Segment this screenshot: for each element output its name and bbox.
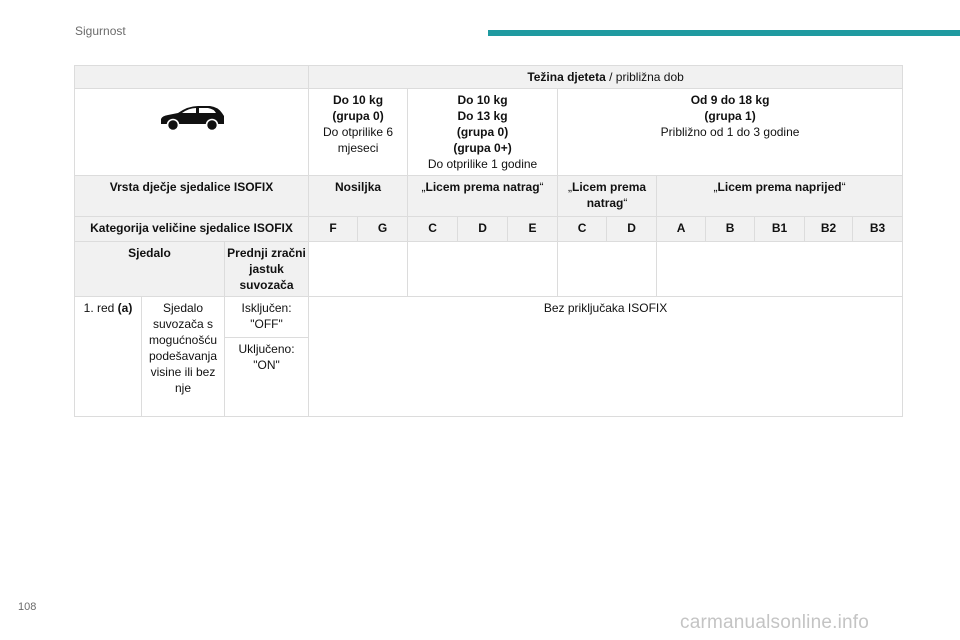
weight-header-row: [75, 66, 903, 89]
airbag-on: Uključeno: "ON": [225, 338, 309, 417]
size-category-label: Kategorija veličine sjedalice ISOFIX: [75, 217, 309, 242]
isofix-type-rear-1-label: Licem prema natrag: [425, 180, 540, 194]
isofix-type-forward: „Licem prema naprijed“: [657, 176, 903, 217]
empty-cell-carrycot: [309, 242, 408, 297]
car-silhouette-icon: [158, 104, 226, 132]
group-0plus-cell: [408, 89, 558, 176]
isofix-seat-table: [74, 65, 903, 417]
isofix-type-rear-1: „Licem prema natrag“: [408, 176, 558, 217]
weight-header-rest: / približna dob: [605, 70, 684, 84]
group-1-line3: Približno od 1 do 3 godine: [660, 125, 800, 139]
isofix-type-carrycot: [309, 176, 408, 217]
group-0plus-line1: Do 10 kg: [457, 93, 508, 107]
size-cat-F: F: [309, 217, 358, 242]
group-0plus-line5: Do otprilike 1 godine: [427, 157, 538, 171]
weight-header-cell: [309, 66, 903, 89]
car-icon-cell: [75, 89, 309, 176]
isofix-type-row: [75, 176, 903, 217]
group-1-line2: (grupa 1): [704, 109, 756, 123]
size-cat-C2: C: [558, 217, 607, 242]
group-0plus-line3: (grupa 0): [456, 125, 509, 139]
seat-description: Sjedalo suvozača s mogućnošću podešavanja visine ili bez nje: [142, 297, 225, 417]
isofix-type-forward-label: Licem prema naprijed: [717, 180, 842, 194]
isofix-type-rear-2-label: Licem prema natrag: [572, 180, 647, 210]
group-0-line1: Do 10 kg: [333, 93, 384, 107]
isofix-type-label: Vrsta dječje sjedalice ISOFIX: [75, 176, 309, 217]
airbag-label: Prednji zračni jastuk suvozača: [225, 242, 309, 297]
group-0-line2: (grupa 0): [332, 109, 384, 123]
empty-cell-forward: [657, 242, 903, 297]
empty-cell-rear-1: [408, 242, 558, 297]
size-cat-D: D: [458, 217, 508, 242]
size-cat-E: E: [508, 217, 558, 242]
row1-label: 1. red (a): [75, 297, 142, 417]
isofix-type-carrycot-label: Nosiljka: [335, 180, 382, 194]
header-accent-bar: [488, 30, 960, 36]
no-isofix-cell: Bez priključaka ISOFIX: [309, 297, 903, 417]
group-0plus-line2: Do 13 kg: [457, 109, 508, 123]
group-row: [75, 89, 903, 176]
size-cat-D2: D: [607, 217, 657, 242]
group-0-line3: Do otprilike 6 mjeseci: [323, 125, 394, 155]
size-cat-B: B: [706, 217, 755, 242]
watermark: carmanualsonline.info: [680, 612, 870, 633]
size-category-row: [75, 217, 903, 242]
seat-header-row: [75, 242, 903, 297]
size-cat-G: G: [358, 217, 408, 242]
group-0plus-line4: (grupa 0+): [453, 141, 512, 155]
group-1-cell: [558, 89, 903, 176]
airbag-off: Isključen: "OFF": [225, 297, 309, 338]
empty-cell-rear-2: [558, 242, 657, 297]
page-number: 108: [18, 601, 37, 613]
size-cat-A: A: [657, 217, 706, 242]
size-cat-B2: B2: [805, 217, 853, 242]
isofix-type-rear-2: „Licem prema natrag“: [558, 176, 657, 217]
size-cat-B1: B1: [755, 217, 805, 242]
group-0-cell: [309, 89, 408, 176]
size-cat-B3: B3: [853, 217, 903, 242]
weight-header-bold: Težina djeteta: [527, 70, 606, 84]
size-cat-C: C: [408, 217, 458, 242]
group-1-line1: Od 9 do 18 kg: [690, 93, 770, 107]
seat-label: Sjedalo: [75, 242, 225, 297]
row1-airbag-off: [75, 297, 903, 338]
empty-header-cell: [75, 66, 309, 89]
section-title: Sigurnost: [75, 24, 126, 38]
